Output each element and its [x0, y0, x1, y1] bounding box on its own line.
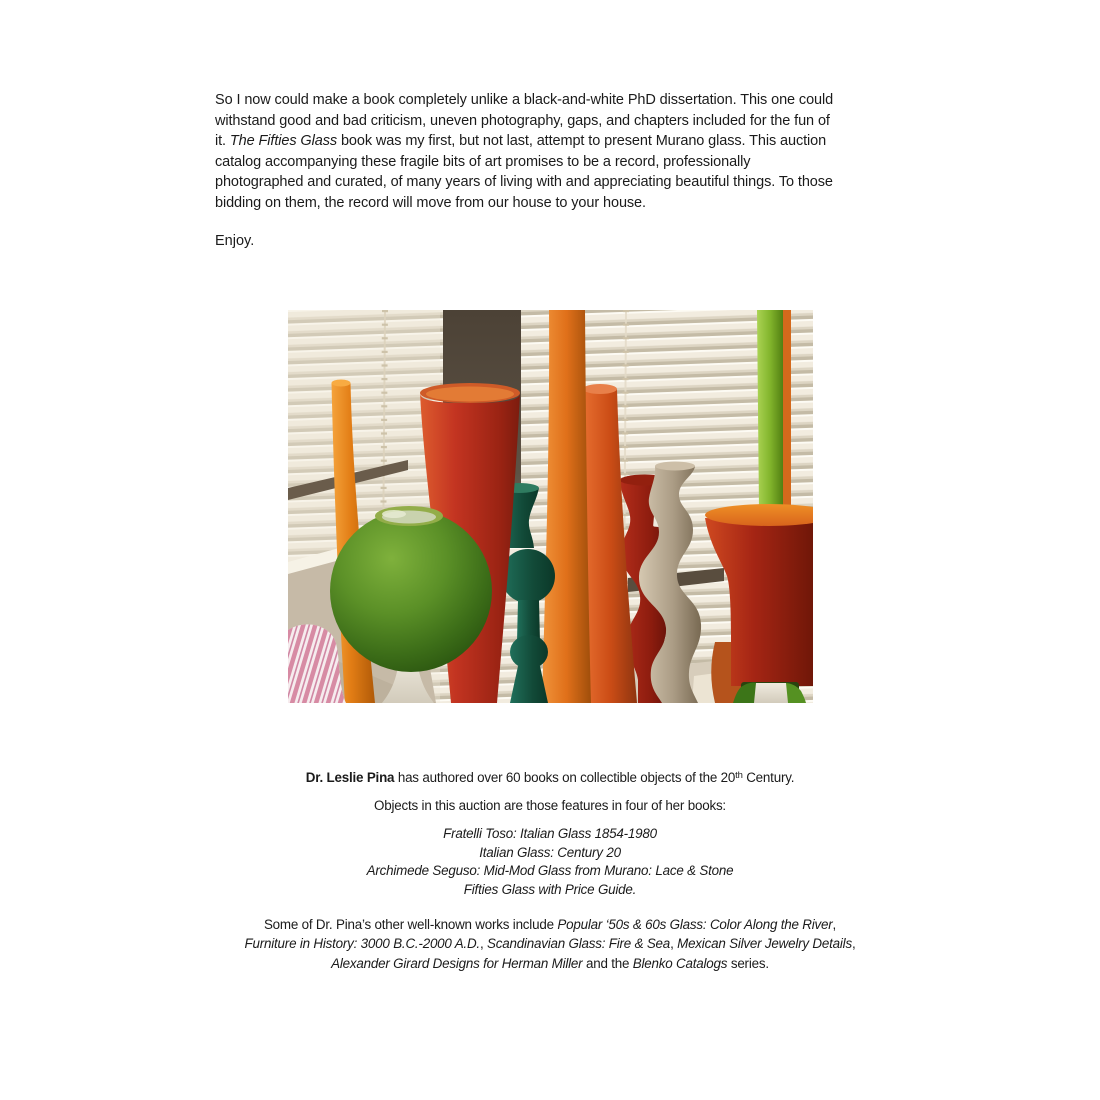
other-works-paragraph	[0, 915, 1100, 973]
text-segment: Dr. Leslie Pina	[305, 770, 395, 785]
text-segment: book was my first, but not last, attempt to present Murano glass. This auction	[337, 133, 827, 149]
text-segment: Alexander Girard Designs for Herman Miller	[331, 955, 583, 971]
text-segment: photographed and curated, of many years of living with and appreciating beautiful things. To those	[215, 174, 833, 190]
text-segment: has authored over 60 books on collectible objects of the 20	[394, 770, 736, 785]
author-credit-line	[0, 768, 1100, 791]
text-segment: series.	[727, 955, 769, 971]
text-segment: th	[735, 769, 743, 781]
intro-paragraph	[215, 90, 915, 213]
text-segment: Some of Dr. Pina’s other well-known works include	[263, 917, 558, 932]
tall-orange-cylinder	[542, 310, 591, 703]
text-line	[0, 934, 1100, 953]
text-segment: Mexican Silver Jewelry Details	[677, 936, 852, 952]
text-segment: ,	[832, 917, 837, 932]
text-line: Fratelli Toso: Italian Glass 1854-1980	[443, 826, 657, 841]
text-segment: Furniture in History: 3000 B.C.-2000 A.D.	[244, 936, 480, 952]
text-segment: catalog accompanying these fragile bits of art promises to be a record, professionally	[215, 153, 751, 170]
green-pole	[757, 310, 791, 510]
text-segment: So I now could make a book completely unlike a black-and-white PhD dissertation. This one could	[215, 92, 834, 108]
text-line: Italian Glass: Century 20	[479, 844, 621, 860]
text-segment: Blenko Catalogs	[632, 955, 728, 971]
author-credit-block	[0, 768, 1100, 816]
text-line	[215, 172, 915, 193]
text-segment: Popular ‘50s & 60s Glass: Color Along the River	[557, 917, 833, 932]
text-segment: ,	[479, 936, 487, 952]
text-segment: Century.	[742, 770, 795, 785]
text-line: Fifties Glass with Price Guide.	[463, 881, 637, 897]
text-segment: it.	[215, 133, 230, 149]
text-line: Archimede Seguso: Mid-Mod Glass from Murano: Lace & Stone	[366, 863, 734, 879]
text-line	[215, 131, 915, 152]
auction-note-line: Objects in this auction are those features in four of her books:	[374, 797, 726, 813]
text-line	[215, 152, 915, 173]
text-line	[215, 111, 915, 132]
text-line	[215, 90, 915, 111]
text-segment: Scandinavian Glass: Fire & Sea	[487, 936, 671, 952]
text-segment: ,	[851, 936, 856, 952]
vases-photo-svg	[288, 310, 813, 703]
vases-photo	[288, 310, 813, 703]
text-line	[215, 193, 915, 214]
book-list	[0, 825, 1100, 899]
text-segment: withstand good and bad criticism, uneven photography, gaps, and chapters included for the fun of	[215, 112, 830, 129]
text-line	[0, 954, 1100, 973]
text-segment: and the	[582, 955, 633, 971]
text-segment: ,	[670, 936, 678, 952]
text-line	[0, 915, 1100, 934]
text-segment: bidding on them, the record will move from our house to your house.	[215, 194, 646, 211]
text-segment: The Fifties Glass	[229, 133, 338, 149]
closing-line: Enjoy.	[215, 233, 255, 249]
